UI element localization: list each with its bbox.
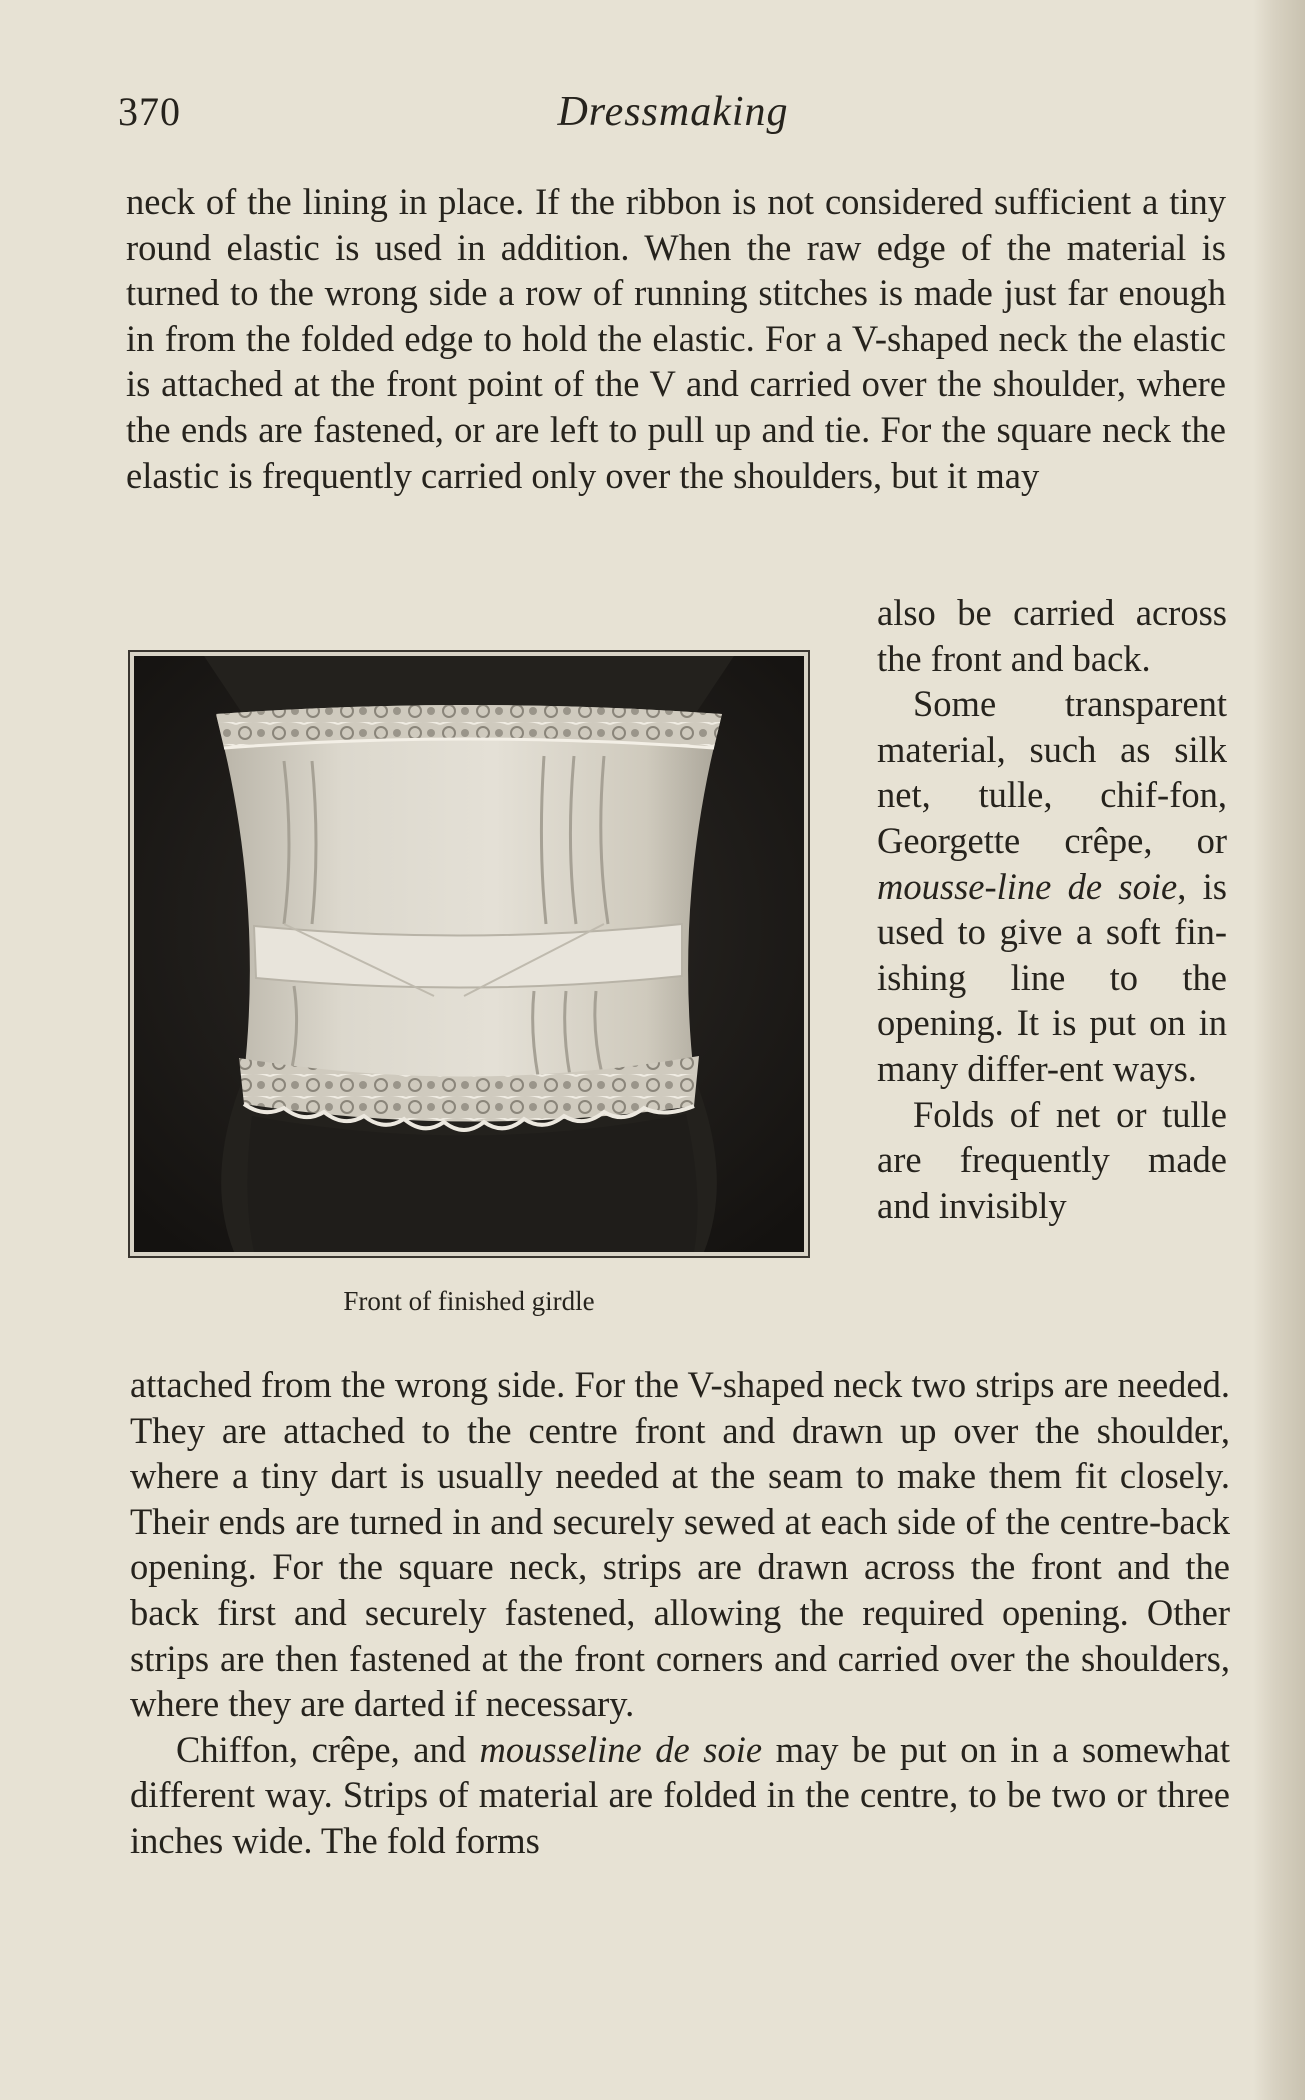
side-folds-start: Folds of net or tulle are frequently made and invisibly [877, 1093, 1227, 1226]
figure-caption: Front of finished girdle [343, 1286, 595, 1316]
girdle-illustration [134, 656, 804, 1252]
side-continuation: also be carried across the front and back. [877, 592, 1227, 679]
side-column [877, 590, 1227, 1228]
transparent-rest: , is used to give a soft fin-ishing line to the opening. It is put on in many differ-ent ways. [877, 865, 1227, 1089]
page-edge-shadow [1253, 0, 1305, 2100]
page-number: 370 [118, 89, 181, 134]
paragraph-top: neck of the lining in place. If the ribbon is not considered sufficient a tiny round elastic is used in addition. When the raw edge of the material is turned to the wrong side a row of running stitches is made just far enough in from the folded edge to hold the elastic. For a V-shaped neck the elastic is attached at the front point of the V and carried over the shoulder, where the ends are fastened, or are left to pull up and tie. For the square neck the elastic is frequently carried only over the shoulders, but it may [126, 181, 1226, 496]
folds-continued: attached from the wrong side. For the V-shaped neck two strips are needed. They are attached to the centre front and drawn up over the shoulder, where a tiny dart is usually needed at the seam to make them fit closely. Their ends are turned in and securely sewed at each side of the centre-back opening. For the square neck, strips are drawn across the front and the back first and securely fastened, allowing the required opening. Other strips are then fastened at the front corners and carried over the shoulders, where they are darted if necessary. [130, 1364, 1230, 1725]
transparent-intro: Some transparent material, such as silk net, tulle, chif-fon, Georgette crêpe, or [877, 683, 1227, 861]
chiffon-italic: mousseline de soie [479, 1728, 763, 1770]
page-header [118, 88, 1228, 148]
chiffon-rest: may be put on in a somewhat different way. Strips of material are folded in the centre, to be two or three inches wide. The fold forms [130, 1728, 1231, 1861]
girdle-photograph [128, 650, 810, 1258]
running-title: Dressmaking [557, 89, 789, 135]
paragraph-bottom [130, 1362, 1230, 1864]
side-transparent-paragraph [877, 681, 1227, 1091]
chiffon-start: Chiffon, crêpe, and [176, 1728, 466, 1770]
transparent-italic: mousse-line de soie [877, 865, 1178, 907]
chiffon-paragraph [130, 1727, 1230, 1864]
